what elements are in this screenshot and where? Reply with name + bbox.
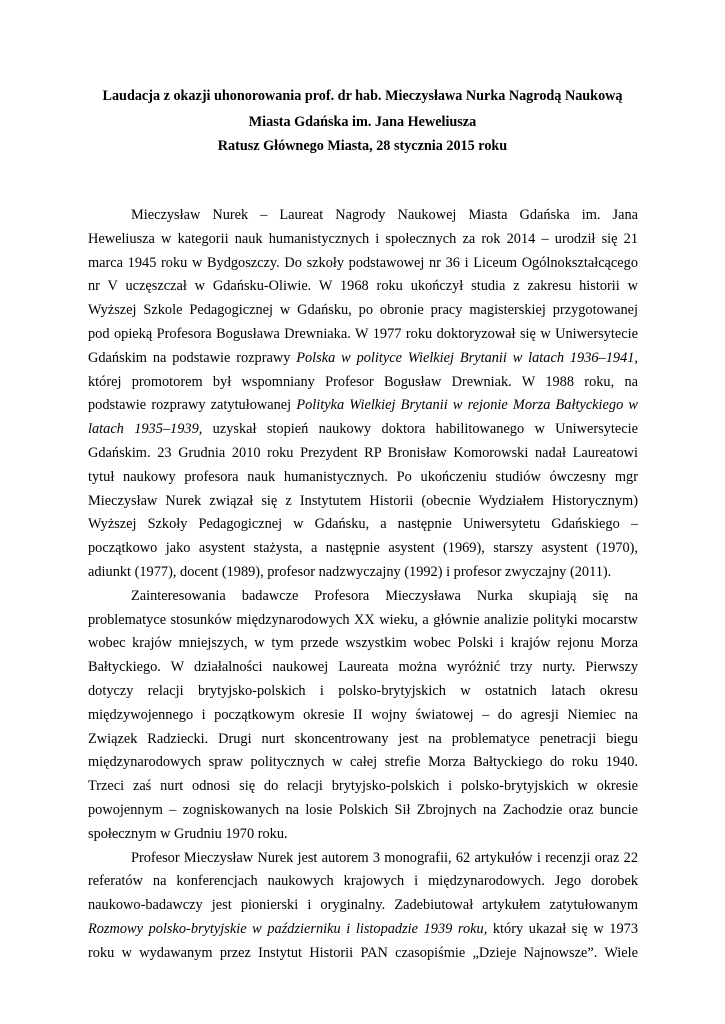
italic-title-text: Rozmowy polsko-brytyjskie w październiku i listopadzie 1939 roku — [88, 920, 484, 937]
body-text: Gdańskim. 23 Grudnia 2010 roku Prezydent RP Bronisław Komorowski nadał Laureatowi — [88, 444, 638, 461]
text-line — [88, 418, 638, 442]
text-line — [88, 799, 638, 823]
body-text: podstawie rozprawy zatytułowanej — [88, 397, 297, 414]
text-line — [88, 466, 638, 490]
document-body — [88, 204, 638, 966]
body-text: wobec krajów mniejszych, w tym przede wszystkim wobec Polski i krajów rejonu Morza — [88, 635, 638, 652]
body-text: Gdańskim na podstawie rozprawy — [88, 349, 297, 366]
italic-title-text: Polityka Wielkiej Brytanii w rejonie Morza Bałtyckiego w — [296, 397, 638, 414]
body-text: , uzyskał stopień naukowy doktora habilitowanego w Uniwersytecie — [198, 421, 638, 438]
text-line — [88, 561, 638, 585]
text-line — [88, 680, 638, 704]
text-line — [88, 918, 638, 942]
paragraph — [88, 585, 638, 847]
text-line — [88, 394, 638, 418]
text-line — [88, 942, 638, 966]
text-line — [88, 585, 638, 609]
body-text: międzynarodowych spraw politycznych w całej strefie Morza Bałtyckiego do roku 1940. — [88, 754, 638, 771]
text-line — [88, 537, 638, 561]
body-text: Mieczysław Nurek – Laureat Nagrody Naukowej Miasta Gdańska im. Jana — [131, 207, 638, 223]
body-text: Wyższej Szkoły Pedagogicznej w Gdańsku, a następnie Uniwersytetu Gdańskiego – — [88, 516, 638, 533]
body-text: początkowo jako asystent stażysta, a następnie asystent (1969), starszy asystent (1970), — [88, 540, 638, 557]
body-text: problematyce stosunków międzynarodowych XX wieku, a głównie analizie polityki mocarstw — [88, 611, 638, 628]
body-text: Profesor Mieczysław Nurek jest autorem 3 monografii, 62 artykułów i recenzji oraz 22 — [131, 849, 638, 866]
text-line — [88, 275, 638, 299]
body-text: dotyczy relacji brytyjsko-polskich i polsko-brytyjskich w ostatnich latach okresu — [88, 682, 638, 699]
body-text: Heweliusza w kategorii nauk humanistycznych i społecznych za rok 2014 – urodził się 21 — [88, 230, 638, 247]
body-text: adiunkt (1977), docent (1989), profesor nadzwyczajny (1992) i profesor zwyczajny (2011). — [88, 563, 612, 580]
text-line — [88, 894, 638, 918]
text-line — [88, 632, 638, 656]
body-text: naukowo-badawczy jest pionierski i oryginalny. Zadebiutował artykułem zatytułowanym — [88, 897, 638, 914]
paragraph — [88, 847, 638, 966]
body-text: Trzeci zaś nurt odnosi się do relacji brytyjsko-polskich i polsko-brytyjskich w okresie — [88, 778, 638, 795]
body-text: referatów na konferencjach naukowych krajowych i międzynarodowych. Jego dorobek — [88, 873, 638, 890]
body-text: społecznym w Grudniu 1970 roku. — [88, 825, 288, 842]
text-line — [88, 751, 638, 775]
body-text: , który ukazał się w 1973 — [483, 920, 638, 937]
text-line — [88, 490, 638, 514]
title-line-2: Miasta Gdańska im. Jana Heweliusza — [248, 114, 477, 130]
text-line — [88, 847, 638, 871]
italic-title-text: latach 1935–1939 — [88, 421, 199, 438]
text-line — [88, 299, 638, 323]
body-text: Bałtyckiego. W działalności naukowej Laureata można wyróżnić trzy nurty. Pierwszy — [88, 659, 638, 676]
body-text: pod opieką Profesora Bogusława Drewniaka. W 1977 roku doktoryzował się w Uniwersytecie — [88, 325, 638, 342]
text-line — [88, 252, 638, 276]
body-text: Związek Radziecki. Drugi nurt skoncentrowany jest na problematyce penetracji biegu — [88, 730, 638, 747]
text-line — [88, 347, 638, 371]
title-line-1: Laudacja z okazji uhonorowania prof. dr hab. Mieczysława Nurka Nagrodą Naukową — [102, 88, 623, 104]
body-text: Zainteresowania badawcze Profesora Mieczysława Nurka skupiają się na — [131, 587, 638, 604]
text-line — [88, 870, 638, 894]
text-line — [88, 704, 638, 728]
text-line — [88, 609, 638, 633]
text-line — [88, 442, 638, 466]
italic-title-text: Polska w polityce Wielkiej Brytanii w latach 1936–1941 — [296, 349, 635, 366]
body-text: , — [634, 349, 639, 366]
body-text: Mieczysław Nurek związał się z Instytutem Historii (obecnie Wydziałem Historycznym) — [88, 492, 638, 509]
text-line — [88, 323, 638, 347]
body-text: marca 1945 roku w Bydgoszczy. Do szkoły podstawowej nr 36 i Liceum Ogólnokształcącego — [88, 254, 638, 271]
text-line — [88, 371, 638, 395]
text-line — [88, 823, 638, 847]
text-line — [88, 228, 638, 252]
body-text: Wyższej Szkole Pedagogicznej w Gdańsku, po obronie pracy magisterskiej przygotowanej — [88, 302, 638, 319]
body-text: nr V uczęszczał w Gdańsku-Oliwie. W 1968 roku ukończył studia z zakresu historii w — [88, 278, 638, 295]
body-text: której promotorem był wspomniany Profesor Bogusław Drewniak. W 1988 roku, na — [88, 373, 638, 390]
text-line — [88, 775, 638, 799]
text-line — [88, 728, 638, 752]
body-text: międzywojennego i początkowym okresie II wojny światowej – do agresji Niemiec na — [88, 706, 638, 723]
body-text: powojennym – zogniskowanych na losie Polskich Sił Zbrojnych na Zachodzie oraz buncie — [88, 801, 638, 818]
paragraph — [88, 204, 638, 585]
body-text: tytuł naukowy profesora nauk humanistycznych. Po ukończeniu studiów ówczesny mgr — [88, 468, 638, 485]
text-line — [88, 513, 638, 537]
body-text: roku w wydawanym przez Instytut Historii PAN czasopiśmie „Dzieje Najnowsze”. Wiele — [88, 944, 638, 961]
text-line — [88, 204, 638, 228]
subtitle: Ratusz Głównego Miasta, 28 stycznia 2015 roku — [217, 138, 508, 154]
text-line — [88, 656, 638, 680]
